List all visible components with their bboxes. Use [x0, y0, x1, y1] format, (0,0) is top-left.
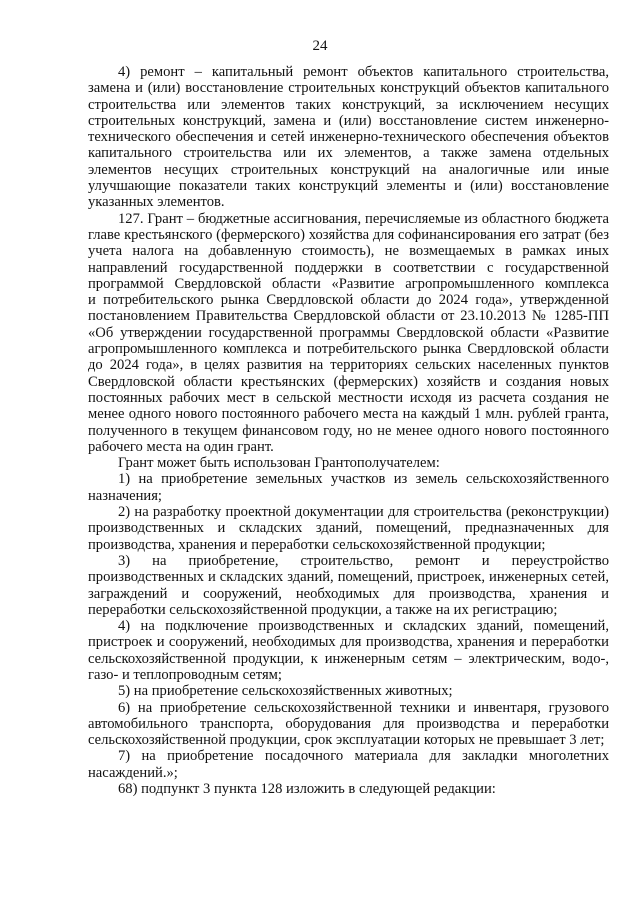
page-number: 24 [312, 38, 328, 54]
list-item-machinery: 6) на приобретение сельскохозяйственной техники и инвентаря, грузового автомобильного транспорта, оборудования для производства и переработки сельскохозяйственной продукции, срок эксплуатации которых не превышает 3 лет; [88, 699, 609, 749]
list-item-design-documentation: 2) на разработку проектной документации для строительства (реконструкции) производственных и складских зданий, помещений, предназначенных для производства, хранения и переработки сельскохозяйственной продукции; [88, 504, 609, 553]
paragraph-repair-definition: 4) ремонт – капитальный ремонт объектов капитального строительства, замена и (или) восстановление строительных конструкций объектов капитального строительства или элементов таких конструкций, за исключением несущих строительных конструкций, замена и (или) восстановление систем инженерно-технического обеспечения и сетей инженерно-технического обеспечения объектов капитального строительства или их элементов, а также замена отдельных элементов несущих строительных конструкций на аналогичные или иные улучшающие показатели таких конструкций элементы и (или) восстановление указанных элементов. [88, 64, 609, 211]
document-body [88, 64, 609, 797]
paragraph-grant-definition: 127. Грант – бюджетные ассигнования, перечисляемые из областного бюджета главе крестьянского (фермерского) хозяйства для софинансирования его затрат (без учета налога на добавленную стоимость), не возмещаемых в рамках иных направлений государственной поддержки в соответствии с государственной программой Свердловской области «Развитие агропромышленного комплекса и потребительского рынка Свердловской области до 2024 года», утвержденной постановлением Правительства Свердловской области от 23.10.2013 № 1285-ПП «Об утверждении государственной программы Свердловской области «Развитие агропромышленного комплекса и потребительского рынка Свердловской области до 2024 года», в целях развития на территориях сельских населенных пунктов Свердловской области крестьянских (фермерских) хозяйств и создания новых постоянных рабочих мест в сельской местности исходя из расчета создания не менее одного нового постоянного рабочего места на каждый 1 млн. рублей гранта, полученного в текущем финансовом году, но не менее одного нового постоянного рабочего места на один грант. [88, 210, 609, 455]
paragraph-grant-usage-intro: Грант может быть использован Грантополучателем: [118, 455, 440, 472]
list-item-planting-material: 7) на приобретение посадочного материала для закладки многолетних насаждений.»; [88, 748, 609, 781]
paragraph-amendment-68: 68) подпункт 3 пункта 128 изложить в следующей редакции: [118, 781, 496, 798]
list-item-construction: 3) на приобретение, строительство, ремонт и переустройство производственных и складских зданий, помещений, пристроек, инженерных сетей, заграждений и сооружений, необходимых для производства, хранения и переработки сельскохозяйственной продукции, а также на их регистрацию; [88, 552, 609, 618]
list-item-farm-animals: 5) на приобретение сельскохозяйственных животных; [118, 683, 453, 700]
list-item-engineering-networks: 4) на подключение производственных и складских зданий, помещений, пристроек и сооружений, необходимых для производства, хранения и переработки сельскохозяйственной продукции, к инженерным сетям – электрическим, водо-, газо- и теплопроводным сетям; [88, 618, 609, 683]
list-item-land-plots: 1) на приобретение земельных участков из земель сельскохозяйственного назначения; [88, 471, 609, 504]
